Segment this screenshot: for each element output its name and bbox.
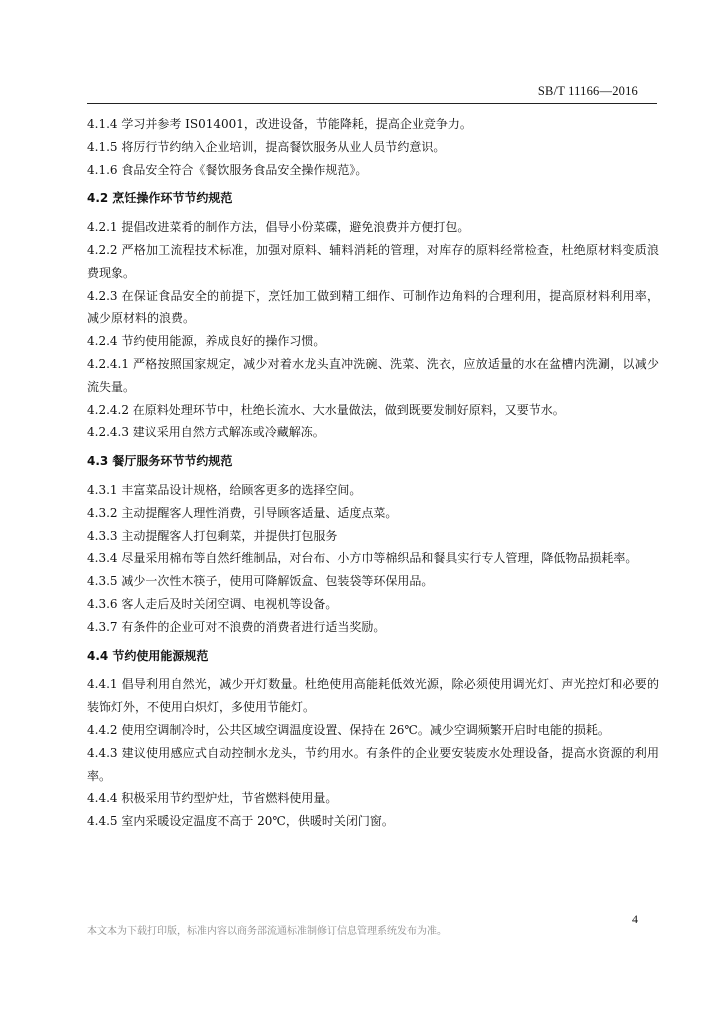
clause-4-2-1: 4.2.1 提倡改进菜肴的制作方法，倡导小份菜碟，避免浪费并方便打包。 <box>87 220 470 235</box>
clause-4-4-3: 4.4.3 建议使用感应式自动控制水龙头，节约用水。有条件的企业要安装废水处理设备，提高水资源的利用率。 <box>87 745 659 783</box>
standard-code: SB/T 11166—2016 <box>537 84 638 98</box>
clause-4-2-4-3: 4.2.4.3 建议采用自然方式解冻或冷藏解冻。 <box>87 425 325 440</box>
clause-4-4-5: 4.4.5 室内采暖设定温度不高于 20℃，供暖时关闭门窗。 <box>87 814 394 829</box>
header-divider <box>87 103 657 104</box>
clause-4-3-5: 4.3.5 减少一次性木筷子，使用可降解饭盒、包装袋等环保用品。 <box>87 574 434 589</box>
clause-4-2-4-2: 4.2.4.2 在原料处理环节中，杜绝长流水、大水量做法，做到既要发制好原料，又要节水。 <box>87 402 565 417</box>
page-number: 4 <box>632 912 638 926</box>
clause-4-3-2: 4.3.2 主动提醒客人理性消费，引导顾客适量、适度点菜。 <box>87 505 398 520</box>
clause-4-2-4: 4.2.4 节约使用能源，养成良好的操作习惯。 <box>87 334 326 349</box>
clause-4-3-4: 4.3.4 尽量采用棉布等自然纤维制品，对台布、小方巾等棉织品和餐具实行专人管理，降低物品损耗率。 <box>87 551 638 566</box>
clause-4-4-2: 4.4.2 使用空调制冷时，公共区域空调温度设置、保持在 26℃。减少空调频繁开启时电能的损耗。 <box>87 722 610 737</box>
section-heading-4-2: 4.2 烹饪操作环节节约规范 <box>87 191 233 206</box>
clause-4-2-4-1: 4.2.4.1 严格按照国家规定，减少对着水龙头直冲洗碗、洗菜、洗衣，应放适量的水在盆槽内洗涮，以减少流失量。 <box>87 356 659 394</box>
document-body <box>87 113 659 833</box>
clause-4-1-4: 4.1.4 学习并参考 IS014001，改进设备，节能降耗，提高企业竞争力。 <box>87 117 472 131</box>
clause-4-3-6: 4.3.6 客人走后及时关闭空调、电视机等设备。 <box>87 596 338 611</box>
clause-4-3-3: 4.3.3 主动提醒客人打包剩菜，并提供打包服务 <box>87 528 338 543</box>
clause-4-4-4: 4.4.4 积极采用节约型炉灶，节省燃料使用量。 <box>87 791 338 806</box>
clause-4-4-1: 4.4.1 倡导利用自然光，减少开灯数量。杜绝使用高能耗低效光源，除必须使用调光灯、声光控灯和必要的装饰灯外，不使用白炽灯，多使用节能灯。 <box>87 677 659 715</box>
section-heading-4-3: 4.3 餐厅服务环节节约规范 <box>87 454 233 469</box>
clause-4-2-3: 4.2.3 在保证食品安全的前提下，烹饪加工做到精工细作、可制作边角料的合理利用，提高原材料利用率，减少原材料的浪费。 <box>87 288 659 326</box>
clause-4-3-1: 4.3.1 丰富菜品设计规格，给顾客更多的选择空间。 <box>87 482 362 497</box>
clause-4-1-5: 4.1.5 将厉行节约纳入企业培训，提高餐饮服务从业人员节约意识。 <box>87 139 446 154</box>
clause-4-3-7: 4.3.7 有条件的企业可对不浪费的消费者进行适当奖励。 <box>87 619 386 634</box>
clause-4-1-6: 4.1.6 食品安全符合《餐饮服务食品安全操作规范》。 <box>87 162 368 177</box>
clause-4-2-2: 4.2.2 严格加工流程技术标准，加强对原料、辅料消耗的管理，对库存的原料经常检查，杜绝原材料变质浪费现象。 <box>87 242 659 280</box>
section-heading-4-4: 4.4 节约使用能源规范 <box>87 648 209 663</box>
footer-disclaimer: 本文本为下载打印版，标准内容以商务部流通标准制修订信息管理系统发布为准。 <box>87 926 447 937</box>
